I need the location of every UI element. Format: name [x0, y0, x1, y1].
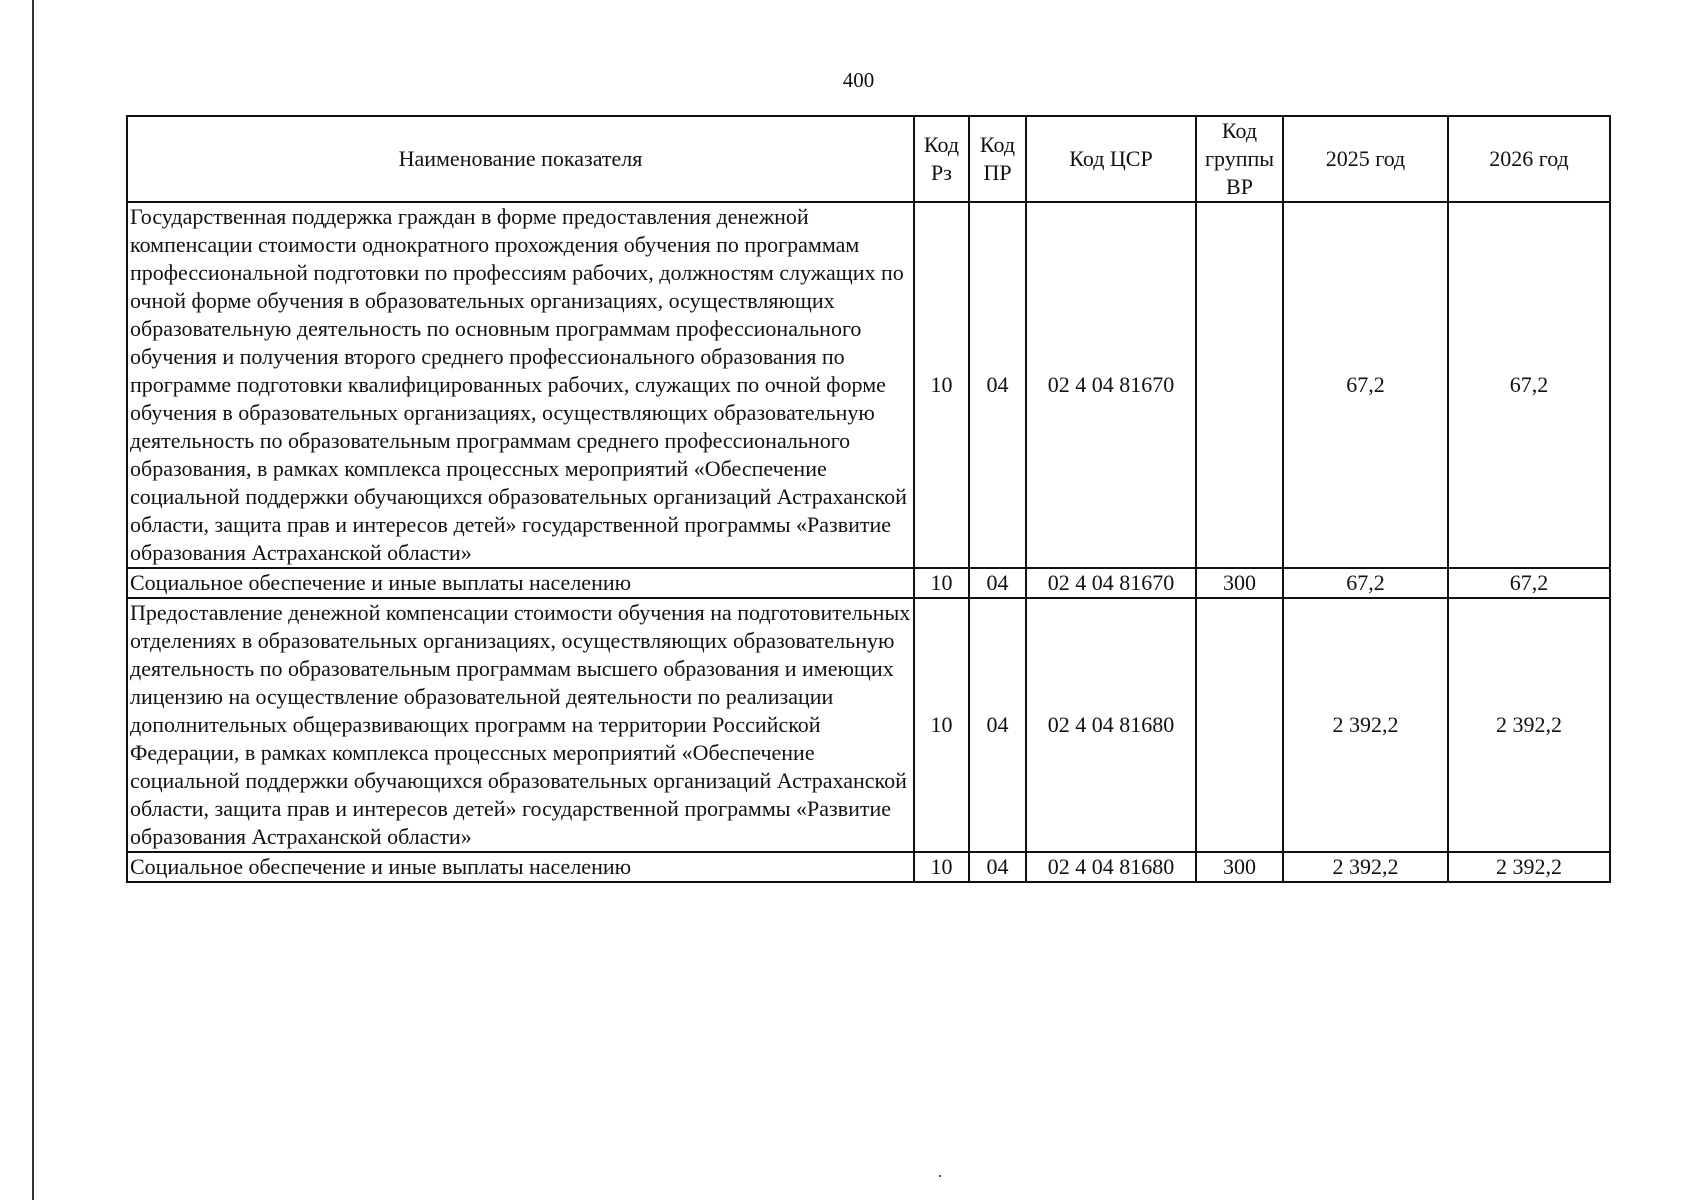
row-2026: 2 392,2: [1448, 852, 1610, 882]
row-vr: [1196, 202, 1283, 568]
row-2026: 67,2: [1448, 568, 1610, 598]
row-csr: 02 4 04 81670: [1026, 568, 1196, 598]
row-pr: 04: [969, 202, 1026, 568]
row-rz: 10: [914, 568, 969, 598]
row-name: Предоставление денежной компенсации стоимости обучения на подготовительных отделениях в образовательных организациях, осуществляющих образовательную деятельность по образовательным программам высшего образования и имеющих лицензию на осуществление образовательной деятельности по реализации дополнительных общеразвивающих программ на территории Российской Федерации, в рамках комплекса процессных мероприятий «Обеспечение социальной поддержки обучающихся образовательных организаций Астраханской области, защита прав и интересов детей» государственной программы «Развитие образования Астраханской области»: [127, 598, 914, 852]
budget-table: [126, 115, 1611, 883]
header-vr: Код группы ВР: [1196, 116, 1283, 202]
row-rz: 10: [914, 202, 969, 568]
header-rz: Код Рз: [914, 116, 969, 202]
header-pr: Код ПР: [969, 116, 1026, 202]
row-csr: 02 4 04 81680: [1026, 598, 1196, 852]
header-name: Наименование показателя: [127, 116, 914, 202]
row-rz: 10: [914, 852, 969, 882]
row-pr: 04: [969, 568, 1026, 598]
row-rz: 10: [914, 598, 969, 852]
row-csr: 02 4 04 81670: [1026, 202, 1196, 568]
row-name: Социальное обеспечение и иные выплаты населению: [127, 568, 914, 598]
header-2025: 2025 год: [1283, 116, 1448, 202]
header-csr: Код ЦСР: [1026, 116, 1196, 202]
row-vr: [1196, 598, 1283, 852]
row-2025: 67,2: [1283, 202, 1448, 568]
row-csr: 02 4 04 81680: [1026, 852, 1196, 882]
row-name: Социальное обеспечение и иные выплаты населению: [127, 852, 914, 882]
row-2025: 2 392,2: [1283, 598, 1448, 852]
row-name: Государственная поддержка граждан в форме предоставления денежной компенсации стоимости однократного прохождения обучения по программам профессиональной подготовки по профессиям рабочих, должностям служащих по очной форме обучения в образовательных организациях, осуществляющих образовательную деятельность по основным программам профессионального обучения и получения второго среднего профессионального образования по программе подготовки квалифицированных рабочих, служащих по очной форме обучения в образовательных организациях, осуществляющих образовательную деятельность по образовательным программам среднего профессионального образования, в рамках комплекса процессных мероприятий «Обеспечение социальной поддержки обучающихся образовательных организаций Астраханской области, защита прав и интересов детей» государственной программы «Развитие образования Астраханской области»: [127, 202, 914, 568]
table-row: [127, 852, 1610, 882]
table-row: [127, 202, 1610, 568]
table-row: [127, 598, 1610, 852]
scan-artifact-dot: [939, 1175, 941, 1177]
row-pr: 04: [969, 598, 1026, 852]
row-vr: 300: [1196, 852, 1283, 882]
page-number: 400: [842, 68, 875, 92]
row-pr: 04: [969, 852, 1026, 882]
row-2025: 2 392,2: [1283, 852, 1448, 882]
table-row: [127, 568, 1610, 598]
scan-margin-line: [32, 0, 34, 1200]
table-header-row: [127, 116, 1610, 202]
row-2026: 2 392,2: [1448, 598, 1610, 852]
row-2026: 67,2: [1448, 202, 1610, 568]
row-2025: 67,2: [1283, 568, 1448, 598]
row-vr: 300: [1196, 568, 1283, 598]
header-2026: 2026 год: [1448, 116, 1610, 202]
